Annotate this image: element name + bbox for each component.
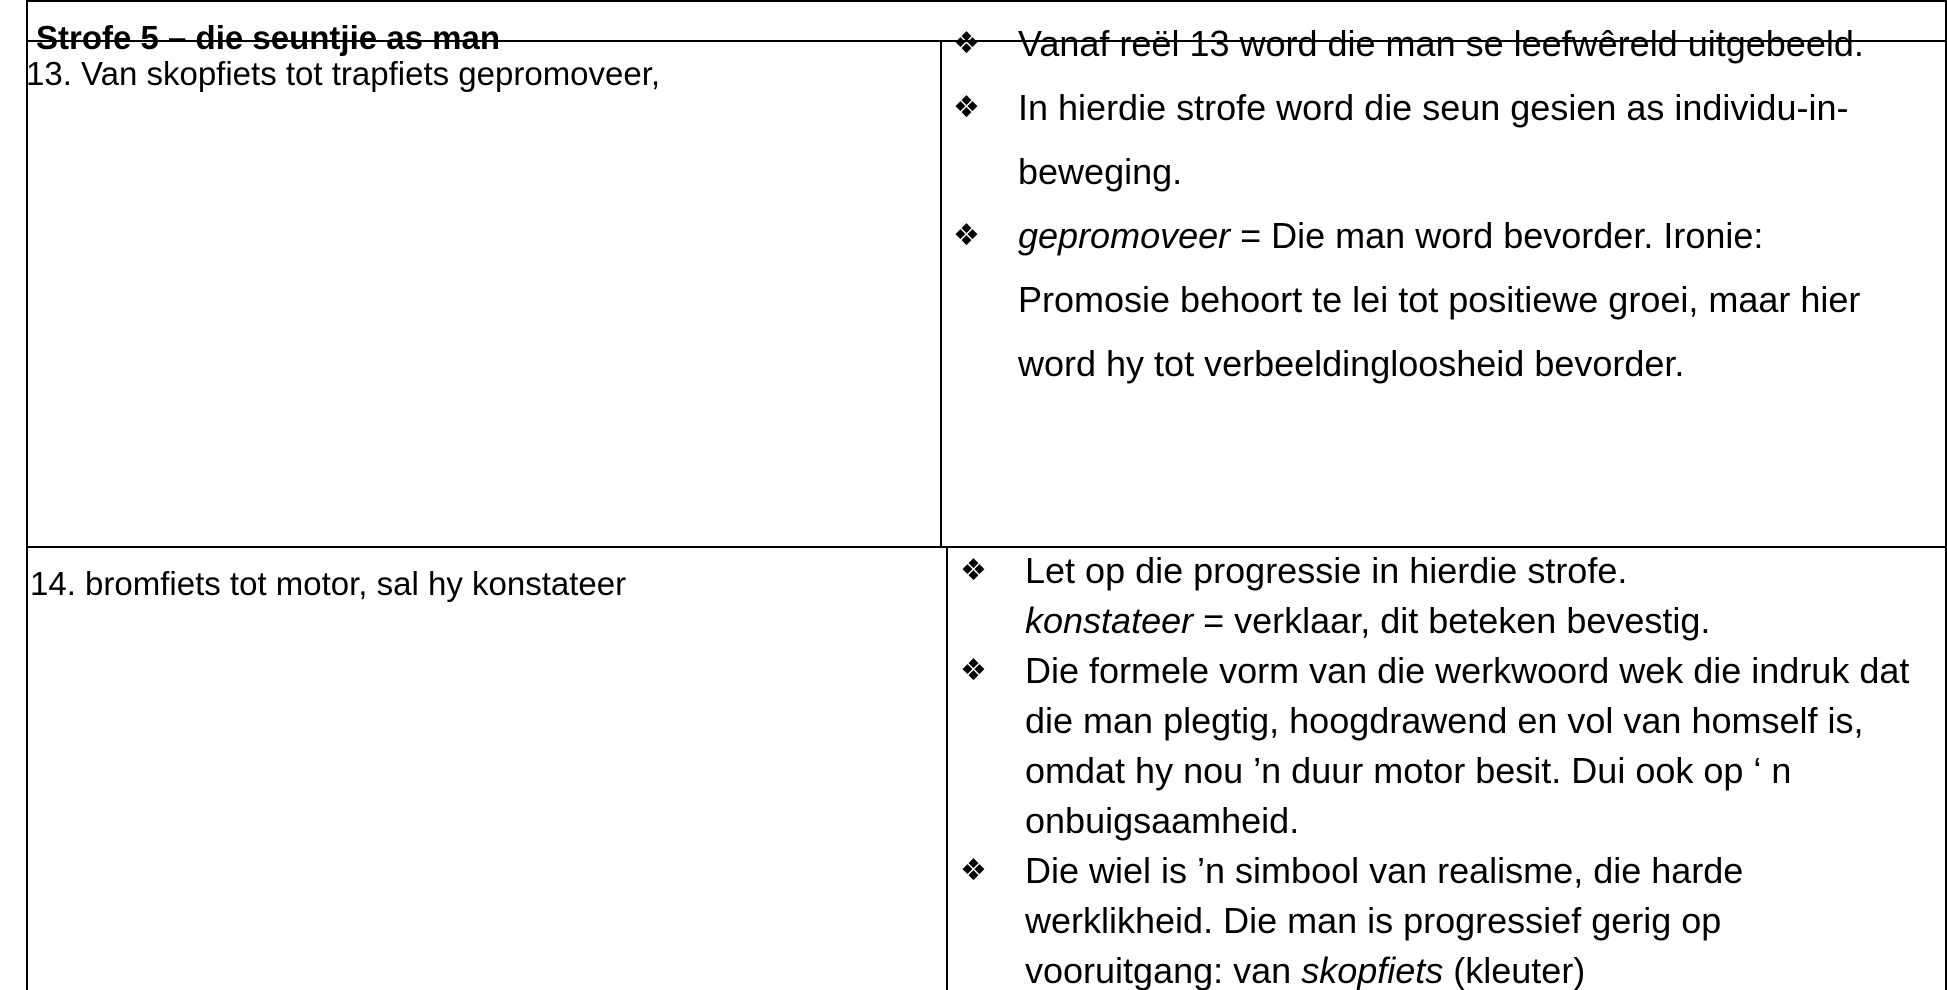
- section-title: Strofe 5 – die seuntjie as man: [36, 19, 500, 56]
- column-divider-row2: [946, 546, 948, 990]
- note-item: [960, 546, 1920, 646]
- diamond-bullet-icon: ❖: [953, 91, 980, 124]
- note-text: In hierdie strofe word die seun gesien as individu-in-beweging.: [1018, 87, 1849, 192]
- table-top-border: [26, 0, 1947, 2]
- notes-line-13: [953, 12, 1913, 396]
- note-text: Die formele vorm van die werkwoord wek die indruk dat die man plegtig, hoogdrawend en vol van homself is, omdat hy nou ’n duur motor besit. Dui ook op ‘ n onbuigsaamheid.: [1025, 650, 1910, 841]
- notes-line-14: [960, 546, 1920, 990]
- note-text: = verklaar, dit beteken bevestig.: [1193, 600, 1711, 641]
- note-text: (kleuter): [1443, 950, 1586, 990]
- note-text: Let op die progressie in hierdie strofe.: [1025, 550, 1628, 591]
- note-item: [960, 646, 1920, 846]
- note-item: [953, 76, 1913, 204]
- note-item: [953, 204, 1913, 396]
- note-text: = Die man word bevorder. Ironie: Promosie behoort te lei tot positiewe groei, maar hier word hy tot verbeeldingloosheid bevorder.: [1018, 215, 1861, 384]
- note-term: skopfiets: [1301, 950, 1444, 990]
- note-item: [960, 846, 1920, 990]
- column-divider-row1: [940, 40, 942, 546]
- note-text: Die wiel is ’n simbool van realisme, die harde werklikheid. Die man is progressief gerig op vooruitgang: van: [1025, 850, 1744, 990]
- note-item: [953, 12, 1913, 76]
- diamond-bullet-icon: ❖: [953, 27, 980, 60]
- poem-line-14: 14. bromfiets tot motor, sal hy konstateer: [30, 565, 627, 602]
- diamond-bullet-icon: ❖: [960, 554, 987, 587]
- note-term: konstateer: [1025, 600, 1194, 641]
- note-text: Vanaf reël 13 word die man se leefwêreld uitgebeeld.: [1018, 23, 1864, 64]
- note-term: gepromoveer: [1018, 215, 1231, 256]
- diamond-bullet-icon: ❖: [960, 854, 987, 887]
- diamond-bullet-icon: ❖: [953, 219, 980, 252]
- diamond-bullet-icon: ❖: [960, 654, 987, 687]
- poem-line-13: 13. Van skopfiets tot trapfiets gepromoveer,: [26, 55, 661, 92]
